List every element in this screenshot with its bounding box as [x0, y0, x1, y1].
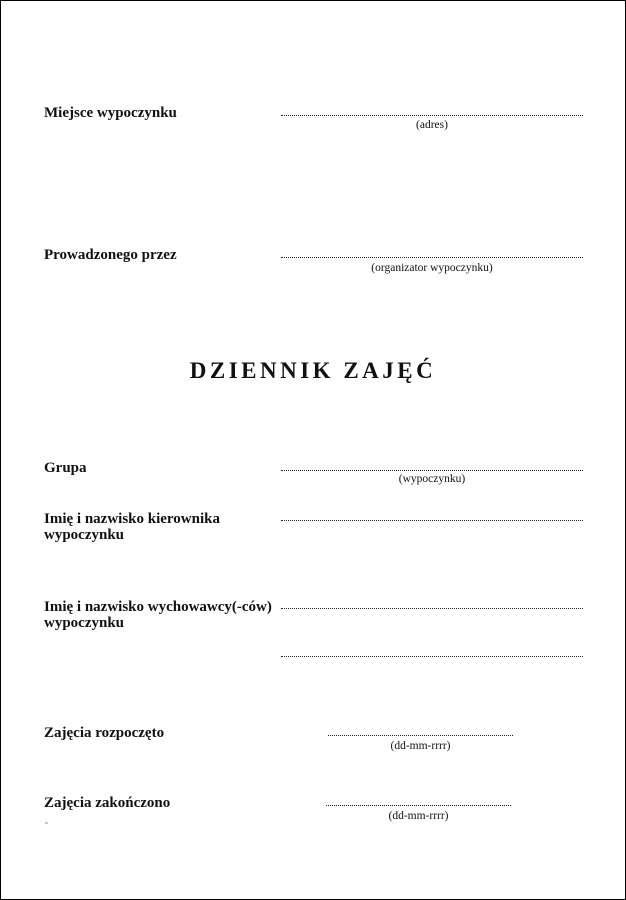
- kierownik-field[interactable]: [281, 520, 583, 521]
- wychowawca-field-2[interactable]: [281, 656, 583, 657]
- grupa-label: Grupa: [44, 460, 87, 476]
- zajecia-rozpoczeto-field[interactable]: [328, 735, 513, 736]
- miejsce-wypoczynku-label: Miejsce wypoczynku: [44, 105, 177, 121]
- prowadzonego-przez-label: Prowadzonego przez: [44, 247, 177, 263]
- miejsce-wypoczynku-hint: (adres): [416, 119, 448, 131]
- kierownik-label-line2: wypoczynku: [44, 527, 125, 543]
- miejsce-wypoczynku-field[interactable]: [281, 115, 583, 116]
- scan-speck: [45, 822, 48, 824]
- zajecia-rozpoczeto-hint: (dd-mm-rrrr): [390, 740, 451, 752]
- zajecia-zakonczono-label: Zajęcia zakończono: [44, 795, 171, 811]
- zajecia-zakonczono-hint: (dd-mm-rrrr): [388, 810, 449, 822]
- zajecia-zakonczono-field[interactable]: [326, 805, 511, 806]
- zajecia-rozpoczeto-label: Zajęcia rozpoczęto: [44, 725, 165, 741]
- grupa-hint: (wypoczynku): [398, 473, 466, 485]
- wychowawca-label-line2: wypoczynku: [44, 615, 125, 631]
- document-title: DZIENNIK ZAJĘĆ: [189, 358, 437, 383]
- kierownik-label-line1: Imię i nazwisko kierownika: [44, 511, 220, 527]
- prowadzonego-przez-field[interactable]: [281, 257, 583, 258]
- prowadzonego-przez-hint: (organizator wypoczynku): [371, 262, 493, 274]
- grupa-field[interactable]: [281, 470, 583, 471]
- wychowawca-label-line1: Imię i nazwisko wychowawcy(-ców): [44, 599, 272, 615]
- wychowawca-field-1[interactable]: [281, 608, 583, 609]
